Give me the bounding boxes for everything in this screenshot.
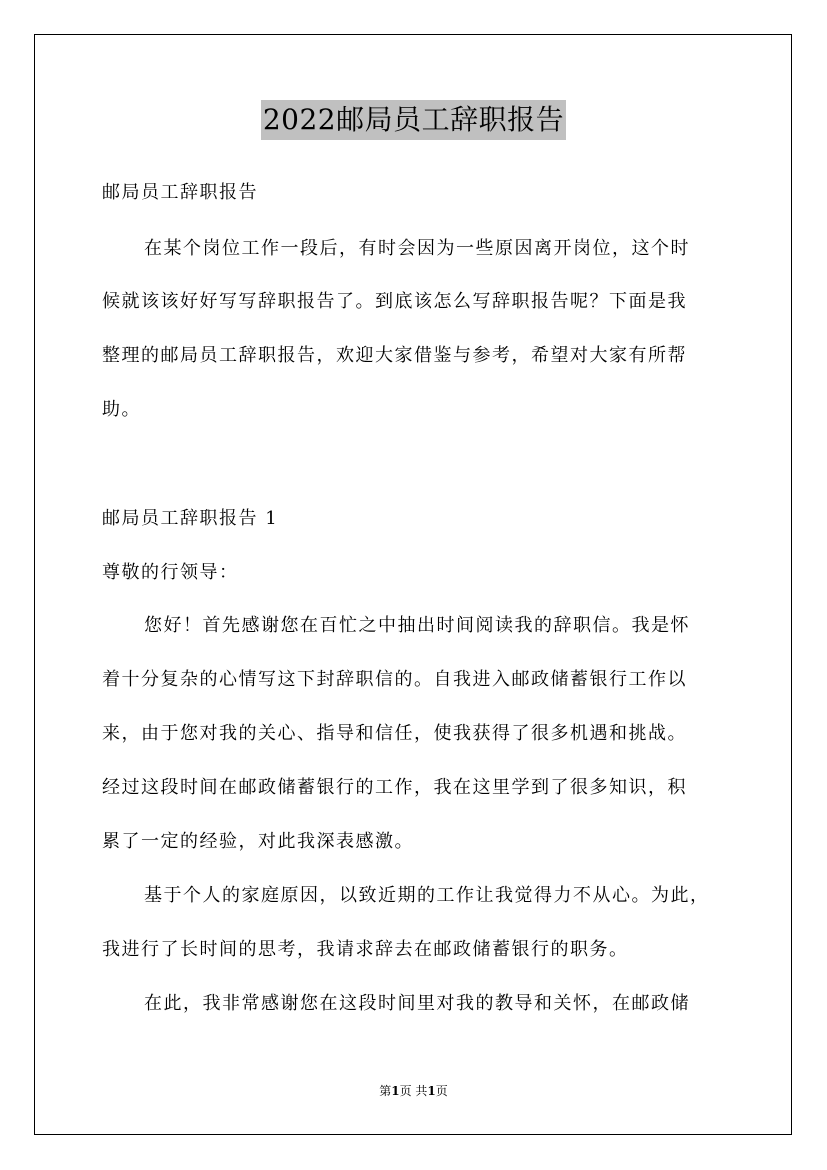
intro-line-2: 候就该该好好写写辞职报告了。到底该怎么写辞职报告呢？下面是我 — [102, 291, 687, 312]
footer-page-suffix: 页 — [435, 1084, 448, 1098]
section-heading: 邮局员工辞职报告 1 — [102, 508, 279, 529]
para1-line-3: 来，由于您对我的关心、指导和信任，使我获得了很多机遇和挑战。 — [102, 723, 687, 744]
footer-page-prefix: 第 — [379, 1084, 392, 1098]
footer-page-mid: 页 共 — [399, 1084, 428, 1098]
para1-line-4: 经过这段时间在邮政储蓄银行的工作，我在这里学到了很多知识，积 — [102, 777, 687, 798]
footer-page-total: 1 — [427, 1084, 436, 1098]
para1-line-1: 您好！首先感谢您在百忙之中抽出时间阅读我的辞职信。我是怀 — [144, 615, 690, 636]
para1-line-5: 累了一定的经验，对此我深表感激。 — [102, 831, 414, 852]
title-wrap — [0, 100, 827, 140]
intro-line-1: 在某个岗位工作一段后，有时会因为一些原因离开岗位，这个时 — [144, 238, 690, 259]
para2-line-1: 基于个人的家庭原因，以致近期的工作让我觉得力不从心。为此， — [144, 885, 710, 906]
para3-line-1: 在此，我非常感谢您在这段时间里对我的教导和关怀，在邮政储 — [144, 993, 690, 1014]
document-subtitle: 邮局员工辞职报告 — [102, 182, 258, 203]
intro-line-4: 助。 — [102, 399, 141, 420]
footer-page-num: 1 — [391, 1084, 400, 1098]
para2-line-2: 我进行了长时间的思考，我请求辞去在邮政储蓄银行的职务。 — [102, 939, 629, 960]
intro-line-3: 整理的邮局员工辞职报告，欢迎大家借鉴与参考，希望对大家有所帮 — [102, 345, 687, 366]
page-footer — [0, 1083, 827, 1099]
document-title: 2022邮局员工辞职报告 — [261, 100, 566, 140]
para1-line-2: 着十分复杂的心情写这下封辞职信的。自我进入邮政储蓄银行工作以 — [102, 669, 687, 690]
salutation: 尊敬的行领导： — [102, 562, 239, 583]
